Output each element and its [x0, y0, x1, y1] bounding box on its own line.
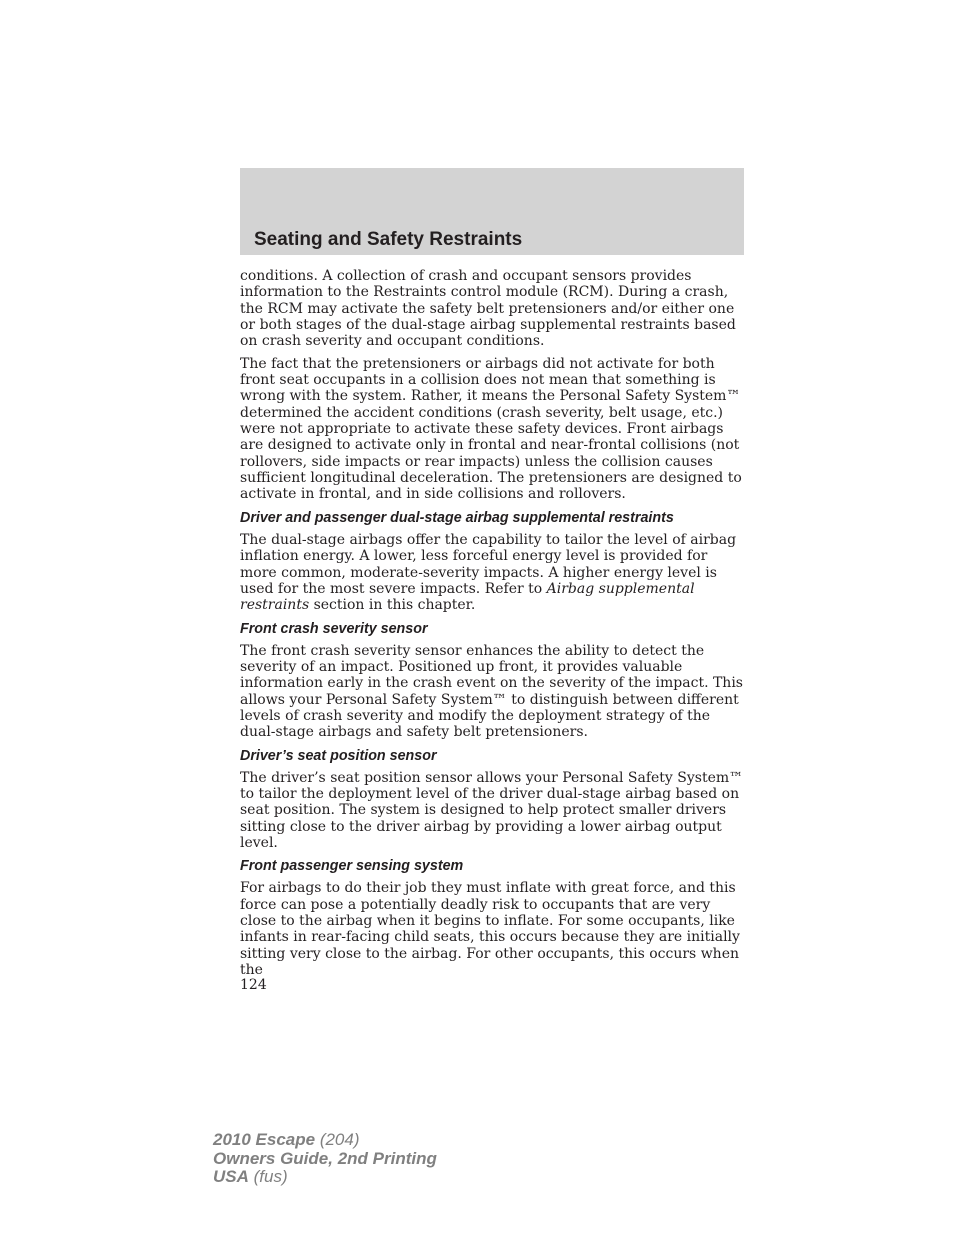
subheading-dual-stage-airbag: Driver and passenger dual-stage airbag supplemental restraints: [240, 509, 674, 526]
document-footer: [213, 1131, 437, 1187]
section-title: Seating and Safety Restraints: [254, 229, 523, 250]
subheading-front-crash-sensor: Front crash severity sensor: [240, 620, 428, 637]
footer-market-code: (fus): [248, 1167, 288, 1186]
paragraph-seat-position-sensor: The driver’s seat position sensor allows your Personal Safety System™ to tailor the deployment level of the driver dual-stage airbag based on seat position. The system is designed to help protect smaller drivers sitting close to the driver airbag by providing a lower airbag output level.: [240, 769, 744, 851]
footer-line-model: [213, 1131, 437, 1150]
subheading-seat-position-sensor: Driver’s seat position sensor: [240, 747, 437, 764]
cross-reference: Airbag supplemental restraints: [240, 580, 695, 614]
section-header-band: [240, 168, 744, 255]
paragraph-text: The dual-stage airbags offer the capability to tailor the level of airbag inflation energy. A lower, less forceful energy level is provided for more common, moderate-severity impacts. A higher energy level is used for the most severe impacts. Refer to: [240, 531, 737, 597]
paragraph-passenger-sensing: For airbags to do their job they must inflate with great force, and this force can pose a potentially deadly risk to occupants that are very close to the airbag when it begins to inflate. For some occupants, like infants in rear-facing child seats, this occurs because they are initially sitting very close to the airbag. For other occupants, this occurs when the: [240, 880, 740, 979]
paragraph-pretensioners: The fact that the pretensioners or airbags did not activate for both front seat occupants in a collision does not mean that something is wrong with the system. Rather, it means the Personal Safety System™ determined the accident conditions (crash severity, belt usage, etc.) were not appropriate to activate these safety devices. Front airbags are designed to activate only in frontal and near-frontal collisions (not rollovers, side impacts or rear impacts) unless the collision causes sufficient longitudinal deceleration. The pretensioners are designed to activate in frontal, and in side collisions and rollovers.: [240, 355, 742, 503]
footer-line-market: [213, 1168, 437, 1187]
paragraph-text: section in this chapter.: [309, 597, 476, 614]
page-number: 124: [240, 977, 267, 994]
paragraph-front-crash-sensor: The front crash severity sensor enhances the ability to detect the severity of an impact. Positioned up front, it provides valuable information early in the crash event on the severity of the impact. This allows your Personal Safety System™ to distinguish between different levels of crash severity and modify the deployment strategy of the dual-stage airbags and safety belt pretensioners.: [240, 642, 743, 741]
paragraph-intro-continued: conditions. A collection of crash and occupant sensors provides information to the Restraints control module (RCM). During a crash, the RCM may activate the safety belt pretensioners and/or either one or both stages of the dual-stage airbag supplemental restraints based on crash severity and occupant conditions.: [240, 268, 736, 350]
page-content: [240, 268, 744, 993]
subheading-passenger-sensing: Front passenger sensing system: [240, 858, 464, 875]
footer-market: USA: [213, 1167, 249, 1186]
footer-line-guide: Owners Guide, 2nd Printing: [213, 1148, 437, 1168]
footer-model: 2010 Escape: [213, 1130, 316, 1149]
footer-model-code: (204): [315, 1130, 360, 1149]
paragraph-dual-stage-airbag: [240, 532, 744, 614]
